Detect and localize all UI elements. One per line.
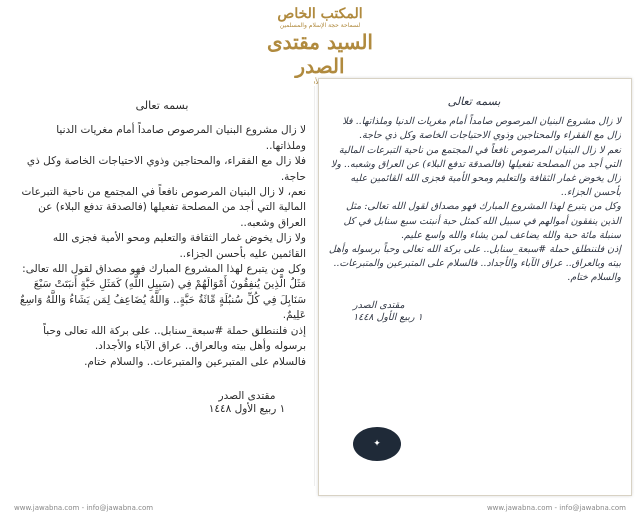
logo-line3: السيد مقتدى الصدر [266, 30, 373, 78]
office-logo [245, 6, 395, 76]
typed-title: بسمه تعالى [135, 99, 189, 112]
typed-paragraph-1: لا زال مشروع البنيان المرصوص صامداً أمام مغريات الدنيا وملذاتها.. [56, 124, 306, 152]
typed-paragraph-5: وكل من يتبرع لهذا المشروع المبارك فهو مصداق لقول الله تعالى: مَثَلُ الَّذِينَ يُنفِقُونَ أَمْوَالَهُمْ فِي (سَبِيلِ اللَّهِ) كَمَثَلِ حَبَّةٍ أَنبَتَتْ سَبْعَ سَنَابِلَ فِي كُلِّ سُنبُلَةٍ مِّائَةُ حَبَّةٍ.. وَاللَّهُ يُضَاعِفُ لِمَن يَشَاءُ وَاللَّهُ وَاسِعٌ عَلِيمٌ. [19, 263, 306, 322]
typed-paragraph-2: فلا زال مع الفقراء، والمحتاجين وذوي الاحتياجات الخاصة وكل ذي حاجة. [26, 155, 306, 183]
letterhead [0, 0, 640, 78]
typed-letter [10, 78, 314, 494]
footer-left-text: www.jawabna.com - info@jawabna.com [14, 504, 154, 512]
typed-signature-name: مقتدى الصدر [218, 389, 276, 402]
panel-divider [314, 86, 315, 486]
footer [0, 494, 640, 517]
logo-line1: المكتب الخاص [277, 6, 363, 22]
typed-paragraph-4: ولا زال يخوض غمار الثقافة والتعليم ومحو الأمية فجزى الله القائمين عليه بأحسن الجزاء.. [52, 232, 306, 260]
typed-paragraph-7: فالسلام على المتبرعين والمتبرعات.. والسلام ختام. [84, 355, 306, 368]
typed-signature [18, 390, 306, 416]
handwritten-paragraph-4: إذن فلننطلق حملة #سبعة_سنابل.. على بركة الله تعالى وحباً برسوله وأهل بيته وبالعراق.. عراق الآباء والأجداد.. فالسلام على المتبرعين والمتبرعات.. والسلام ختام. [328, 244, 621, 284]
handwritten-letter [318, 78, 632, 496]
handwritten-paragraph-1: لا زال مشروع البنيان المرصوص صامداً أمام مغريات الدنيا وملذاتها.. فلا زال مع الفقراء والمحتاجين وذوي الاحتياجات الخاصة وكل ذي حاجة. [342, 116, 621, 142]
typed-paragraph-6: إذن فلننطلق حملة #سبعة_سنابل.. على بركة الله تعالى وحباً برسوله وأهل بيته وبالعراق.. عراق الآباء والأجداد. [43, 324, 306, 353]
typed-paragraph-3: نعم، لا زال البنيان المرصوص نافعاً في المجتمع من ناحية التبرعات المالية التي أجد من المصلحة تفعيلها (فالصدقة تدفع البلاء) عن العراق وشعبه.. [21, 186, 306, 229]
logo-line2: لسماحة حجة الإسلام والمسلمين [279, 22, 361, 29]
stamp-seal: ✦ [353, 427, 401, 461]
handwritten-signature [327, 300, 621, 324]
handwritten-title: بسمه تعالى [447, 95, 501, 108]
handwritten-paragraph-2: نعم لا زال البنيان المرصوص نافعاً في المجتمع من ناحية التبرعات المالية التي أجد من المصلحة تفعيلها (فالصدقة تدفع البلاء) عن العراق وشعبه.. ولا زال يخوض غمار الثقافة والتعليم ومحو الأمية فجزى الله القائمين عليه بأحسن الجزاء.. [330, 144, 621, 199]
handwritten-paragraph-3: وكل من يتبرع لهذا المشروع المبارك فهو مصداق لقول الله تعالى: مثل الذين ينفقون أموالهم في سبيل الله كمثل حبة أنبتت سبع سنابل في كل سنبلة مائة حبة والله يضاعف لمن يشاء والله واسع عليم. [343, 201, 621, 241]
handwritten-signature-name: مقتدى الصدر [353, 299, 405, 311]
handwritten-signature-date: ١ ربيع الأول ١٤٤٨ [353, 311, 423, 323]
typed-signature-date: ١ ربيع الأول ١٤٤٨ [208, 402, 286, 415]
footer-right-text: www.jawabna.com - info@jawabna.com [486, 504, 626, 512]
